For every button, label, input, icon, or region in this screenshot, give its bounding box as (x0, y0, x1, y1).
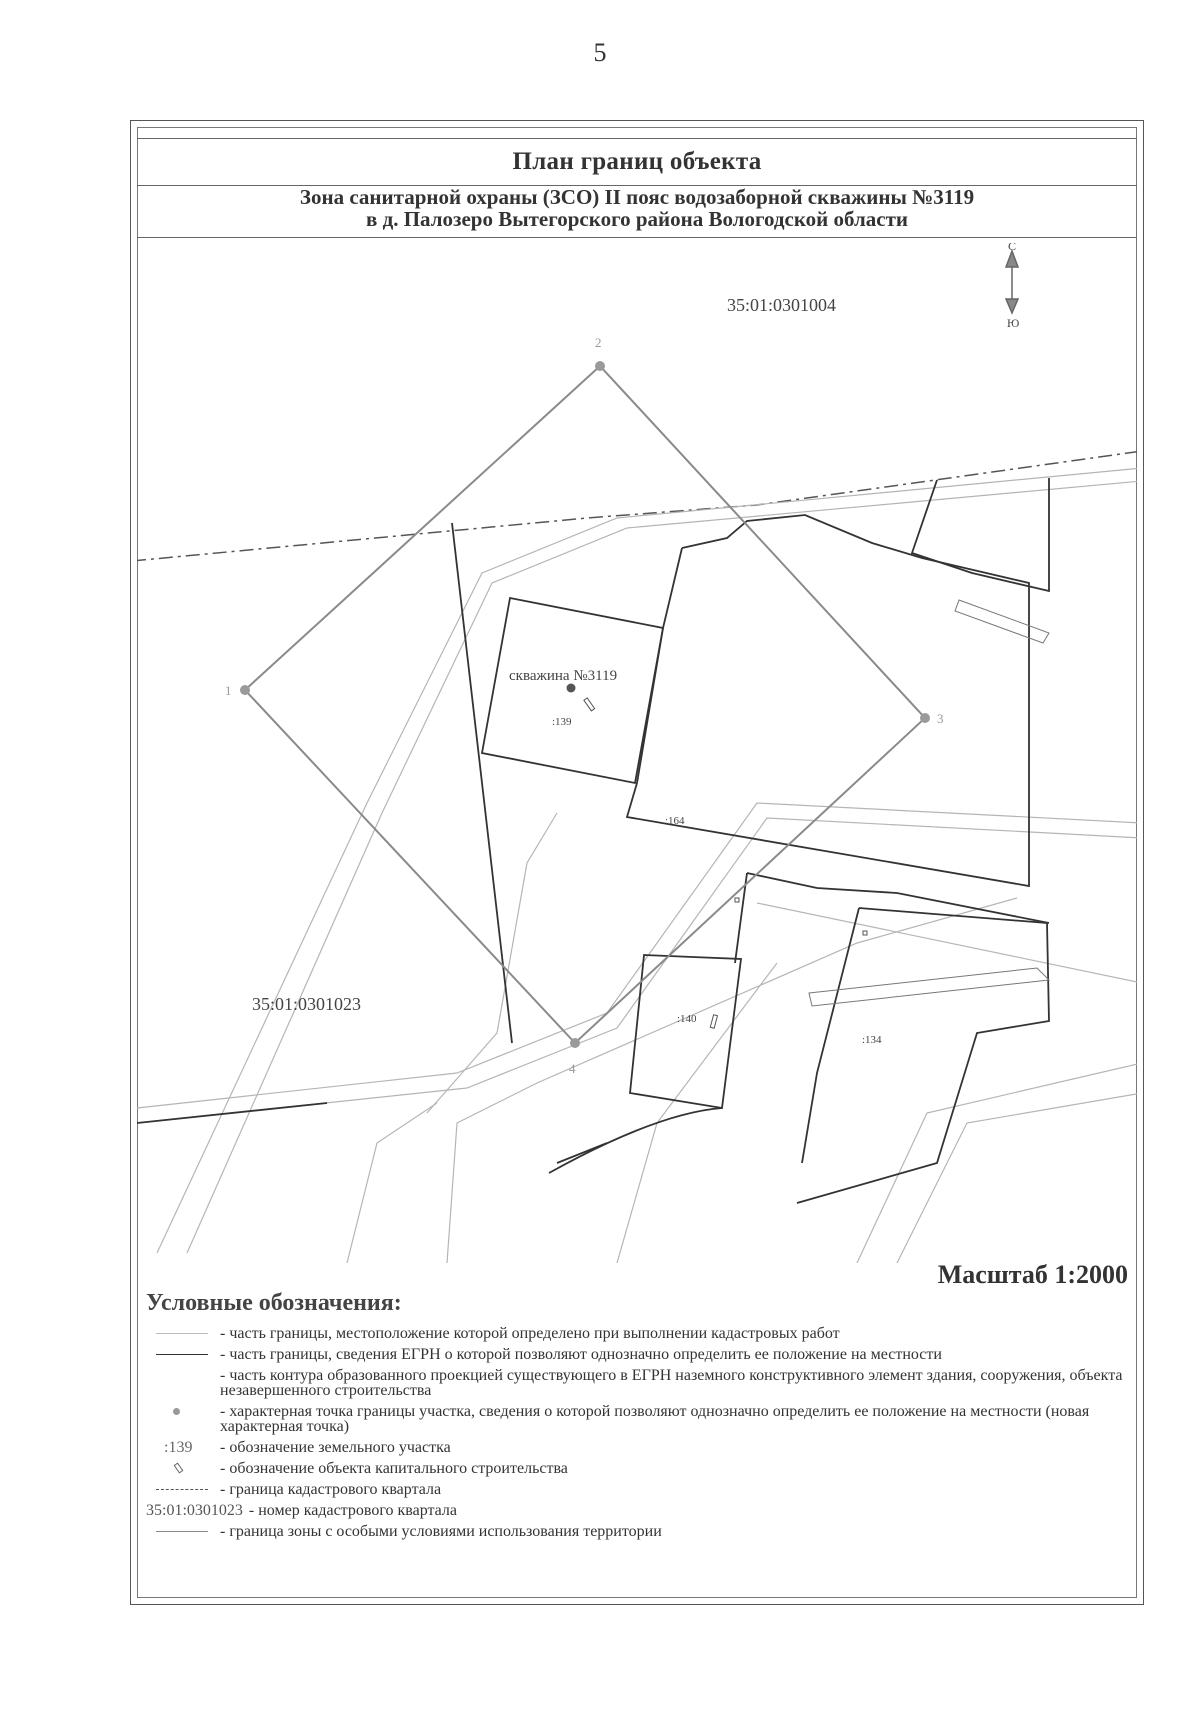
title-box (137, 138, 1137, 186)
point-label-1: 1 (225, 683, 232, 698)
point-label-4: 4 (569, 1061, 576, 1076)
boundary-map (137, 243, 1137, 1263)
legend-item: 35:01:0301023 - номер кадастрового квартала (146, 1502, 457, 1519)
scale-label: Масштаб 1:2000 (937, 1260, 1128, 1289)
well-label: скважина №3119 (509, 668, 618, 684)
north-arrow (1006, 251, 1018, 313)
subtitle-line-2: в д. Палозеро Вытегорского района Вологодской области (365, 207, 908, 231)
boundary-point-2 (595, 361, 605, 371)
quarter-boundary-line (137, 451, 1137, 561)
parcel-label-164: :164 (665, 815, 685, 827)
north-label: С (1008, 243, 1017, 253)
legend-quarter-symbol: 35:01:0301023 (146, 1502, 243, 1519)
subtitle-line-1: Зона санитарной охраны (ЗСО) II пояс водозаборной скважины №3119 (299, 185, 975, 209)
legend (146, 1326, 1136, 1545)
legend-item: - обозначение объекта капитального строительства (146, 1461, 1136, 1476)
boundary-point-1 (240, 685, 250, 695)
parcel-label-140: :140 (677, 1013, 697, 1025)
point-label-2: 2 (595, 335, 602, 350)
subtitle-box (137, 186, 1137, 238)
building-marker-1 (863, 931, 867, 935)
legend-item: - граница зоны с особыми условиями использования территории (146, 1524, 1136, 1539)
building-marker-2 (735, 898, 739, 902)
legend-item: - часть контура образованного проекцией существующего в ЕГРН наземного конструктивного элемент здания, сооружения, объекта незавершенного строительства (220, 1367, 1123, 1399)
parcel-label-134: :134 (862, 1034, 882, 1046)
plan-title: План границ объекта (512, 148, 762, 175)
boundary-point-3 (920, 713, 930, 723)
point-label-3: 3 (937, 711, 944, 726)
road-lines (137, 468, 1137, 1263)
legend-item: :139 - обозначение земельного участка (164, 1439, 451, 1456)
boundary-point-4 (570, 1038, 580, 1048)
quarter-label-south: 35:01:0301023 (252, 994, 362, 1014)
building-140 (710, 1015, 717, 1029)
boundary-points (240, 361, 930, 1048)
legend-item: - граница кадастрового квартала (146, 1482, 1136, 1497)
parcel-label-139: :139 (552, 716, 572, 728)
legend-parcel-symbol: :139 (164, 1439, 193, 1456)
quarter-label-north: 35:01:0301004 (727, 295, 837, 315)
legend-item: - часть границы, местоположение которой определено при выполнении кадастровых работ (146, 1326, 1136, 1341)
well-marker (567, 684, 576, 693)
zone-boundary (245, 366, 925, 1043)
south-label: Ю (1007, 316, 1020, 330)
legend-item: - часть границы, сведения ЕГРН о которой позволяют однозначно определить ее положение на местности (146, 1347, 1136, 1362)
parcel-boundaries (137, 478, 1049, 1203)
legend-item: - характерная точка границы участка, сведения о которой позволяют однозначно определить ее положение на местности (новая характерная точка) (146, 1404, 1136, 1434)
page-number: 5 (593, 38, 607, 67)
legend-title: Условные обозначения: (146, 1290, 402, 1316)
legend-building-icon (174, 1462, 184, 1473)
building-139 (584, 698, 595, 711)
